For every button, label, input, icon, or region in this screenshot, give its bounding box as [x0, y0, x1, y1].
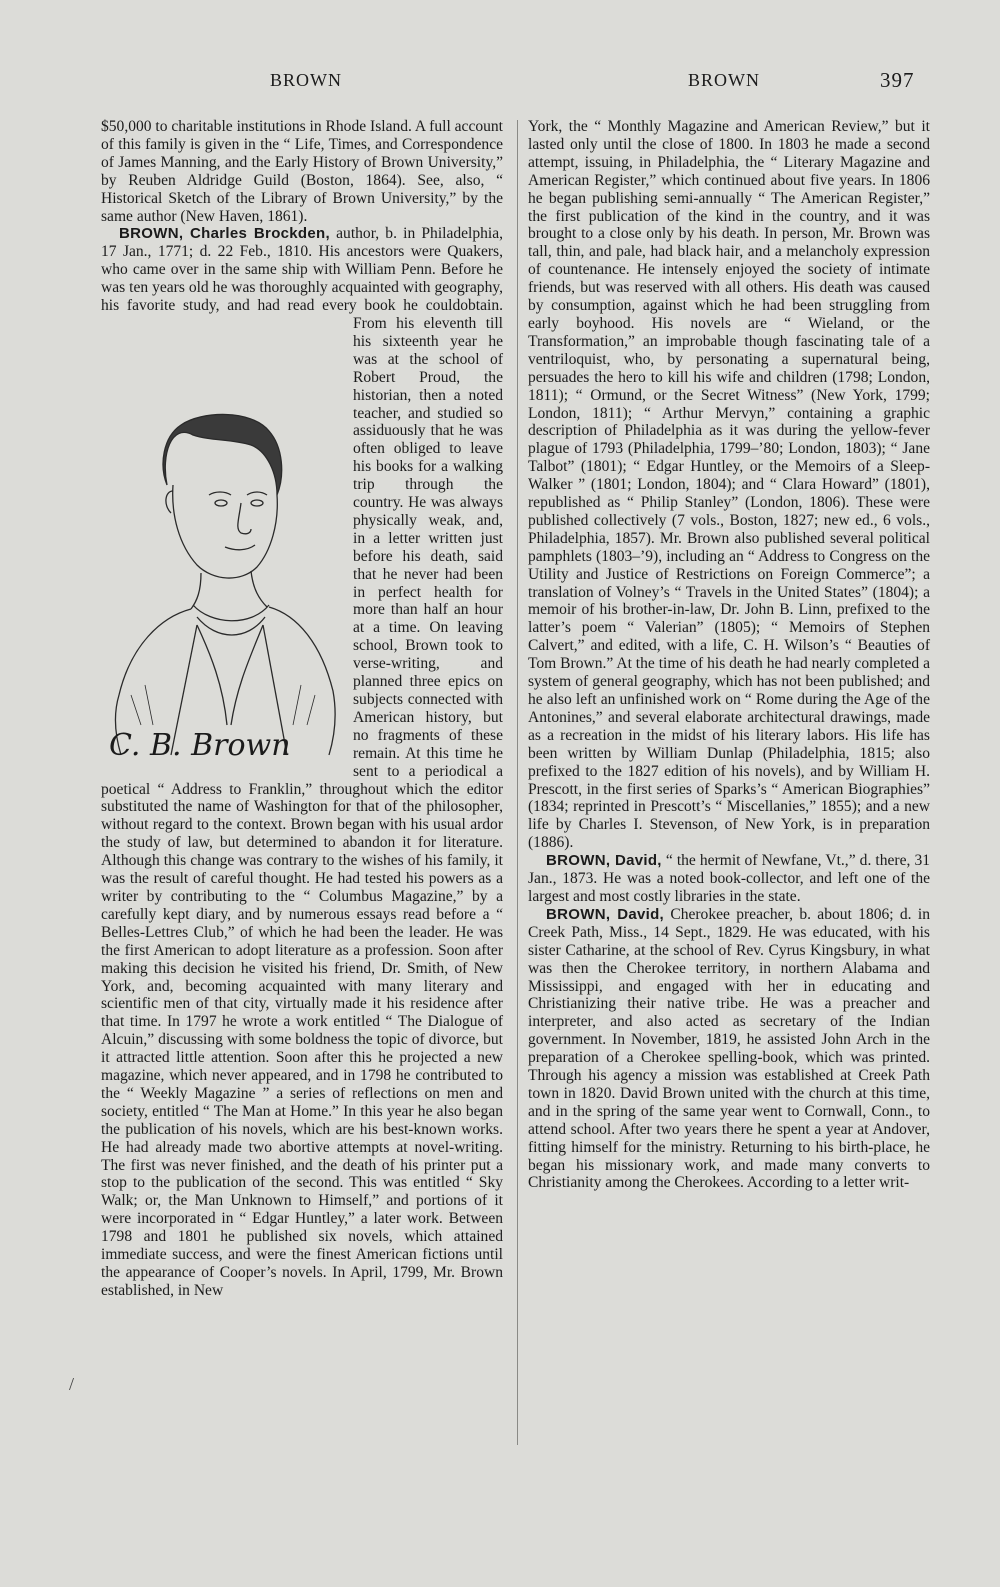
signature: C. B. Brown	[109, 727, 291, 763]
left-column	[101, 118, 503, 1300]
running-head-left: BROWN	[270, 70, 342, 90]
engraved-portrait-icon	[101, 315, 347, 763]
entry-body-part: author, b. in Philadelphia, 17 Jan., 1771; d. 22 Feb., 1810. His ancestors were Quakers, who came over in the same ship with William Penn. Before he was ten years old he was thoroughly acquainted with geography, his favorite study, and had read every book he	[101, 225, 504, 315]
entry-body: “ the hermit of Newfane, Vt.,” d. there, 31 Jan., 1873. He was a noted book-collector, and left one of the largest and most costly libraries in the state.	[528, 852, 930, 905]
entry-continuation: York, the “ Monthly Magazine and American Review,” but it lasted only until the close of 1800. In 1803 he made a second attempt, issuing, in Philadelphia, the “ Literary Magazine and American Register,” which continued about five years. In 1806 he began publishing semi-annually “ The American Register,” the first publication of the kind in the country, and it was brought to a close only by his death. In person, Mr. Brown was tall, thin, and pale, had black hair, and a melancholy expression of countenance. He intensely enjoyed the society of intimate friends, but was reserved with all others. His death was caused by consumption, against which he had been struggling from early boyhood. His novels are “ Wieland, or the Transformation,” an improbable though fascinating tale of a ventriloquist, who, by personating a supernatural being, persuades the hero to kill his wife and children (1798; London, 1811); “ Ormund, or the Secret Witness” (New York, 1799; London, 1811); “ Arthur Mervyn,” containing a graphic description of Philadelphia as it was during the yellow-fever plague of 1793 (Philadelphia, 1799–’80; London, 1803); “ Jane Talbot” (1801); “ Edgar Huntley, or the Memoirs of a Sleep-Walker ” (1801; London, 1804); and “ Clara Howard” (1801), republished as “ Philip Stanley” (London, 1806). These were published collectively (7 vols., Boston, 1827; new ed., 6 vols., Philadelphia, 1857). Mr. Brown also published several political pamphlets (1803–’9), including an “ Address to Congress on the Utility and Justice of Restrictions on Foreign Commerce”; a translation of Volney’s “ Travels in the United States” (1804); a memoir of his brother-in-law, Dr. John B. Linn, prefixed to the latter’s poem “ Valerian” (1805); “ Memoirs of Stephen Calvert,” and edited, with a life, C. H. Wilson’s “ Beauties of Tom Brown.” At the time of his death he had nearly completed a system of general geography, which has not been published; and he also left an unfinished work on “ Rome during the Age of the Antonines,” and several elaborate architectural drawings, made as a recreation in the midst of his literary labors. His life has been written by William Dunlap (Philadelphia, 1815; also prefixed to the 1827 edition of his novels), and by William H. Prescott, in the first series of Sparks’s “ American Biographies” (1834; reprinted in Prescott’s “ Miscellanies,” 1855); and a new life by Charles I. Stevenson, of New York, is in preparation (1886).	[528, 118, 930, 852]
portrait-figure	[101, 315, 347, 763]
entry-david-brown-hermit	[528, 852, 930, 906]
entry-charles-brockden-brown	[101, 225, 503, 1299]
right-column	[528, 118, 930, 1192]
entry-heading: BROWN, David,	[546, 905, 665, 923]
entry-david-brown-preacher	[528, 906, 930, 1193]
entry-body: Cherokee preacher, b. about 1806; d. in Creek Path, Miss., 14 Sept., 1829. He was educated, with his sister Catharine, at the school of Rev. Cyrus Kingsbury, in what was then the Cherokee territory, in northern Alabama and Mississippi, and engaged with her in educating and Christianizing their native tribe. He was a preacher and interpreter, and also acted as secretary of the Indian government. In November, 1819, he assisted John Arch in the preparation of a Cherokee spelling-book, which was printed. Through his agency a mission was established at Creek Path town in 1820. David Brown united with the church at this time, and in the spring of the same year went to Cornwall, Conn., to attend school. After two years there he spent a year at Andover, fitting himself for the ministry. Returning to his birth-place, he began his missionary work, and made many converts to Christianity among the Cherokees. According to a letter writ-	[528, 905, 930, 1192]
entry-body-part: couldobtain. From his eleventh till his sixteenth year he was at the school of Robert Proud, the historian, then a noted teacher, and studied so assiduously that he was often obliged to leave his books for a walking trip through the country. He was always physically weak, and, in a letter written just before his death, said that he never had been in perfect health for more than half an hour at a time. On leaving school, Brown took to verse-writing, and planned three epics on subjects connected with American history, but no fragments of these remain. At this time he sent to a periodical a poetical “ Address to Franklin,” throughout which the editor substituted the name of Washington for that of the philosopher, without regard to the context. Brown began with his usual ardor the study of law, but determined to abandon it for literature. Although this change was contrary to the wishes of his family, it was the result of careful thought. He had tested his powers as a writer by contributing to the “ Columbus Magazine,” by a carefully kept diary, and by numerous essays read before a “ Belles-Lettres Club,” of which he had been the leader. He was the first American to adopt literature as a profession. Soon after making this decision he visited his friend, Dr. Smith, of New York, and, becoming acquainted with many literary and scientific men of that city, virtually made it his residence after that time. In 1797 he wrote a work entitled “ The Dialogue of Alcuin,” discussing with some boldness the topic of divorce, but it attracted little attention. Soon after this he projected a new magazine, which never appeared, and in 1798 he contributed to the “ Weekly Magazine ” a series of reflections on men and society, entitled “ The Man at Home.” In this year he also began the publication of his novels, which are his best-known works. He had already made two abortive attempts at novel-writing. The first was never finished, and the death of his printer put a stop to the publication of the second. This was entitled “ Sky Walk; or, the Man Unknown to Himself,” and portions of it were incorporated in “ Edgar Huntley,” a later work. Between 1798 and 1801 he published six novels, which attained immediate success, and were the finest American fictions until the appearance of Cooper’s novels. In April, 1799, Mr. Brown established, in New	[101, 297, 503, 1299]
running-head-right: BROWN	[688, 70, 760, 90]
margin-mark: /	[69, 1374, 75, 1394]
entry-heading: BROWN, Charles Brockden,	[119, 225, 330, 243]
page-number: 397	[880, 68, 915, 92]
paragraph-brown-family-end: $50,000 to charitable institutions in Rhode Island. A full account of this family is given in the “ Life, Times, and Correspondence of James Manning, and the Early History of Brown University,” by Reuben Aldridge Guild (Boston, 1864). See, also, “ Historical Sketch of the Library of Brown University,” by the same author (New Haven, 1861).	[101, 118, 504, 225]
column-rule	[517, 120, 518, 1445]
entry-heading: BROWN, David,	[546, 852, 662, 870]
